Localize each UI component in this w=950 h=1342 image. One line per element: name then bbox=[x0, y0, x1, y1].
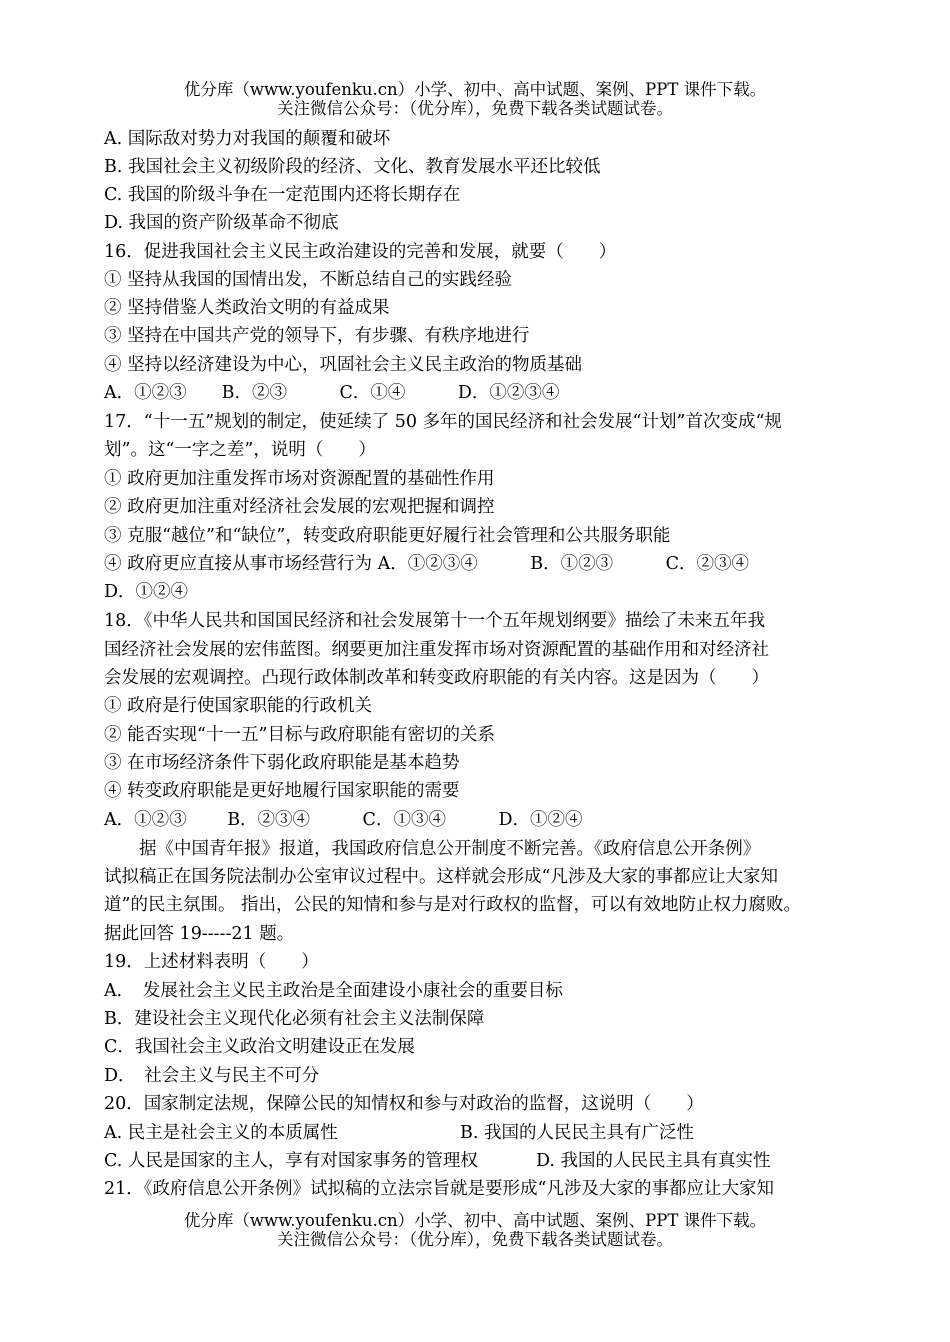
q17-option-d: D．①②④ bbox=[104, 582, 189, 602]
q20-option-c: C. 人民是国家的主人，享有对国家事务的管理权 bbox=[104, 1151, 478, 1171]
q15-option-d: D. 我国的资产阶级革命不彻底 bbox=[104, 213, 339, 233]
material-line-4: 据此回答 19-----21 题。 bbox=[104, 924, 295, 944]
q18-statement-2: ② 能否实现“十一五”目标与政府职能有密切的关系 bbox=[104, 725, 495, 745]
q18-options: A．①②③ B．②③④ C．①③④ D．①②④ bbox=[104, 810, 583, 830]
q18-statement-4: ④ 转变政府职能是更好地履行国家职能的需要 bbox=[104, 781, 460, 801]
q18-statement-1: ① 政府是行使国家职能的行政机关 bbox=[104, 696, 373, 716]
q18-stem-line-3: 会发展的宏观调控。凸现行政体制改革和转变政府职能的有关内容。这是因为（ ） bbox=[104, 668, 769, 688]
q16-statement-2: ② 坚持借鉴人类政治文明的有益成果 bbox=[104, 298, 390, 318]
q17-statement-3: ③ 克服“越位”和“缺位”，转变政府职能更好履行社会管理和公共服务职能 bbox=[104, 526, 671, 546]
q16-stem: 16．促进我国社会主义民主政治建设的完善和发展，就要（ ） bbox=[104, 242, 617, 262]
q16-statement-3: ③ 坚持在中国共产党的领导下，有步骤、有秩序地进行 bbox=[104, 326, 530, 346]
q19-option-b: B．建设社会主义现代化必须有社会主义法制保障 bbox=[104, 1009, 485, 1029]
q15-option-a: A. 国际敌对势力对我国的颠覆和破坏 bbox=[104, 129, 391, 149]
q19-option-a: A． 发展社会主义民主政治是全面建设小康社会的重要目标 bbox=[104, 981, 563, 1001]
material-line-3: 道”的民主氛围。 指出，公民的知情和参与是对行政权的监督，可以有效地防止权力腐败。 bbox=[104, 895, 802, 915]
q16-options: A．①②③ B．②③ C．①④ D．①②③④ bbox=[104, 383, 560, 403]
q21-stem: 21．《政府信息公开条例》试拟稿的立法宗旨就是要形成“凡涉及大家的事都应让大家知 bbox=[104, 1179, 774, 1199]
q19-stem: 19．上述材料表明（ ） bbox=[104, 952, 319, 972]
q15-option-c: C. 我国的阶级斗争在一定范围内还将长期存在 bbox=[104, 185, 461, 205]
q18-statement-3: ③ 在市场经济条件下弱化政府职能是基本趋势 bbox=[104, 753, 460, 773]
q20-option-b: B. 我国的人民民主具有广泛性 bbox=[460, 1123, 694, 1143]
header-line-1: 优分库（www.youfenku.cn）小学、初中、高中试题、案例、PPT 课件下载。 bbox=[183, 80, 767, 99]
q17-statement-1: ① 政府更加注重发挥市场对资源配置的基础性作用 bbox=[104, 469, 495, 489]
footer-line-1: 优分库（www.youfenku.cn）小学、初中、高中试题、案例、PPT 课件下载。 bbox=[183, 1211, 767, 1230]
q17-statement-4: ④ 政府更应直接从事市场经营行为 A．①②③④ B．①②③ C．②③④ bbox=[104, 554, 750, 574]
q18-stem-line-1: 18．《中华人民共和国国民经济和社会发展第十一个五年规划纲要》描绘了未来五年我 bbox=[104, 611, 766, 631]
q19-option-d: D． 社会主义与民主不可分 bbox=[104, 1066, 320, 1086]
header-line-2: 关注微信公众号：（优分库），免费下载各类试题试卷。 bbox=[277, 99, 673, 118]
material-line-1: 据《中国青年报》报道，我国政府信息公开制度不断完善。《政府信息公开条例》 bbox=[104, 839, 761, 859]
q17-statement-2: ② 政府更加注重对经济社会发展的宏观把握和调控 bbox=[104, 497, 495, 517]
q16-statement-4: ④ 坚持以经济建设为中心，巩固社会主义民主政治的物质基础 bbox=[104, 355, 583, 375]
q20-option-d: D. 我国的人民民主具有真实性 bbox=[536, 1151, 771, 1171]
q17-stem-line-2: 划”。这“一字之差”，说明（ ） bbox=[104, 440, 376, 460]
material-line-2: 试拟稿正在国务院法制办公室审议过程中。这样就会形成“凡涉及大家的事都应让大家知 bbox=[104, 867, 778, 887]
q20-stem: 20．国家制定法规，保障公民的知情权和参与对政治的监督，这说明（ ） bbox=[104, 1094, 704, 1114]
q19-option-c: C．我国社会主义政治文明建设正在发展 bbox=[104, 1037, 415, 1057]
footer-line-2: 关注微信公众号：（优分库），免费下载各类试题试卷。 bbox=[277, 1230, 673, 1249]
q16-statement-1: ① 坚持从我国的国情出发，不断总结自己的实践经验 bbox=[104, 270, 513, 290]
q17-stem-line-1: 17．“十一五”规划的制定，使延续了 50 多年的国民经济和社会发展“计划”首次变成“规 bbox=[104, 412, 782, 432]
q15-option-b: B. 我国社会主义初级阶段的经济、文化、教育发展水平还比较低 bbox=[104, 157, 601, 177]
q20-option-a: A. 民主是社会主义的本质属性 bbox=[104, 1123, 338, 1143]
q18-stem-line-2: 国经济社会发展的宏伟蓝图。纲要更加注重发挥市场对资源配置的基础作用和对经济社 bbox=[104, 640, 769, 660]
